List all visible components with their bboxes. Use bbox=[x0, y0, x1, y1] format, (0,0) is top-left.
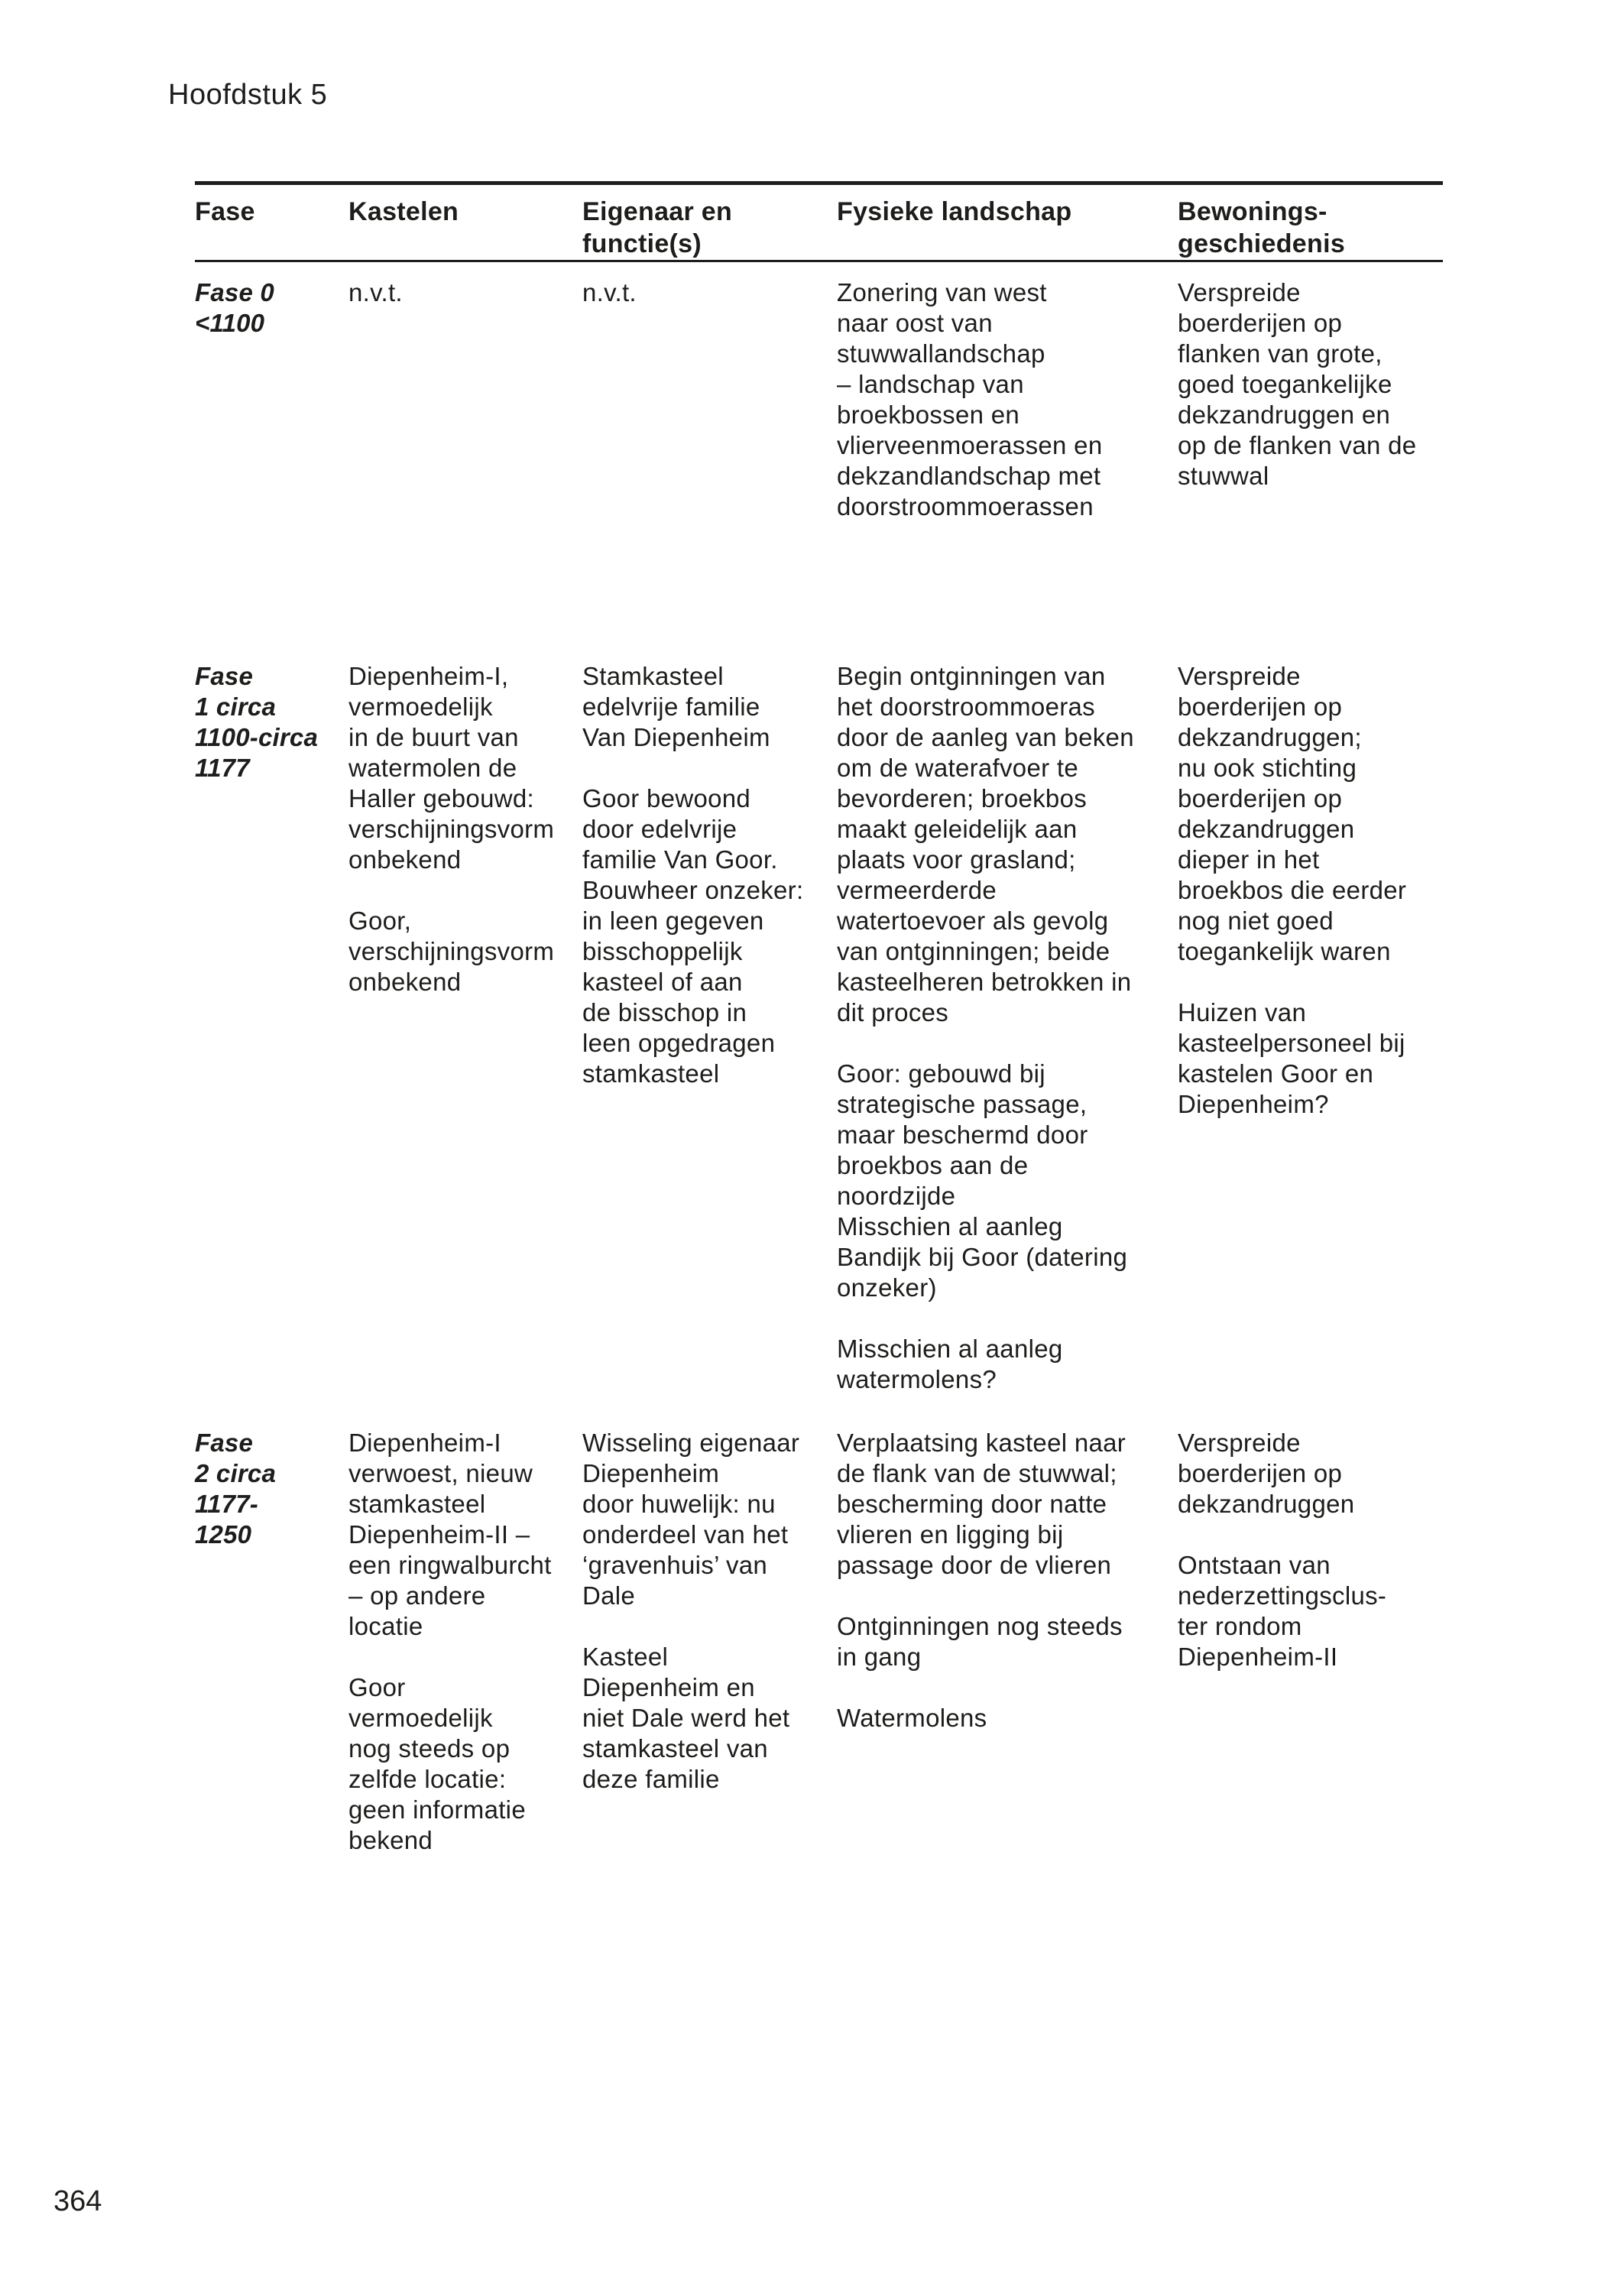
cell-paragraph: Kasteel Diepenheim en niet Dale werd het stamkasteel van deze familie bbox=[582, 1643, 790, 1793]
page-number: 364 bbox=[53, 2185, 102, 2217]
cell-fase-label bbox=[195, 277, 348, 339]
cell-fase-label bbox=[195, 1428, 348, 1550]
cell-paragraph: Huizen van kasteelpersoneel bij kastelen Goor en Diepenheim? bbox=[1178, 998, 1405, 1118]
cell-paragraph: Verspreide boerderijen op flanken van grote, goed toegankelijke dekzandruggen en op de flanken van de stuwwal bbox=[1178, 278, 1417, 490]
table-row-fase-2 bbox=[195, 1428, 1443, 1856]
cell-paragraph: Ontginningen nog steeds in gang bbox=[837, 1612, 1123, 1671]
phases-table bbox=[195, 181, 1443, 1856]
table-header-row bbox=[195, 185, 1443, 262]
cell-paragraph: Ontstaan van nederzettingsclus- ter rondom Diepenheim-II bbox=[1178, 1551, 1387, 1671]
table-body bbox=[195, 262, 1443, 1856]
cell-paragraph: Goor, verschijningsvorm onbekend bbox=[348, 906, 555, 996]
chapter-header: Hoofdstuk 5 bbox=[168, 79, 328, 111]
cell-paragraph: n.v.t. bbox=[348, 278, 403, 306]
cell-bewoningsgeschiedenis bbox=[1178, 661, 1443, 1120]
table-row-fase-0 bbox=[195, 277, 1443, 661]
cell-kastelen bbox=[348, 661, 582, 997]
cell-bewoningsgeschiedenis bbox=[1178, 1428, 1443, 1672]
cell-paragraph: Verplaatsing kasteel naar de flank van de stuwwal; bescherming door natte vlieren en ligging bij passage door de vlieren bbox=[837, 1429, 1126, 1579]
cell-eigenaar-en-functies bbox=[582, 277, 837, 308]
table-row-fase-1 bbox=[195, 661, 1443, 1428]
cell-paragraph: Goor bewoond door edelvrije familie Van Goor. Bouwheer onzeker: in leen gegeven bisschoppelijk kasteel of aan de bisschop in leen opgedragen stamkasteel bbox=[582, 784, 804, 1088]
cell-paragraph: Verspreide boerderijen op dekzandruggen; nu ook stichting boerderijen op dekzandruggen dieper in het broekbos die eerder nog niet goed toegankelijk waren bbox=[1178, 662, 1407, 965]
cell-eigenaar-en-functies bbox=[582, 661, 837, 1089]
column-header-kastelen: Kastelen bbox=[348, 197, 459, 226]
cell-paragraph: Wisseling eigenaar Diepenheim door huwelijk: nu onderdeel van het ‘gravenhuis’ van Dale bbox=[582, 1429, 800, 1610]
cell-paragraph: Zonering van west naar oost van stuwwallandschap – landschap van broekbossen en vlierveenmoerassen en dekzandlandschap met doorstroommoerassen bbox=[837, 278, 1103, 521]
column-header-fysieke-landschap: Fysieke landschap bbox=[837, 197, 1072, 226]
cell-paragraph: Stamkasteel edelvrije familie Van Diepenheim bbox=[582, 662, 770, 751]
cell-fysieke-landschap bbox=[837, 1428, 1178, 1734]
cell-bewoningsgeschiedenis bbox=[1178, 277, 1443, 491]
cell-fysieke-landschap bbox=[837, 661, 1178, 1395]
column-header-eigenaar: Eigenaar en functie(s) bbox=[582, 197, 733, 258]
cell-kastelen bbox=[348, 277, 582, 308]
cell-paragraph: Fase 0 <1100 bbox=[195, 278, 274, 337]
cell-eigenaar-en-functies bbox=[582, 1428, 837, 1795]
cell-paragraph: n.v.t. bbox=[582, 278, 637, 306]
cell-paragraph: Watermolens bbox=[837, 1704, 987, 1732]
cell-fysieke-landschap bbox=[837, 277, 1178, 522]
cell-kastelen bbox=[348, 1428, 582, 1856]
column-header-fase: Fase bbox=[195, 197, 255, 226]
cell-paragraph: Diepenheim-I verwoest, nieuw stamkasteel Diepenheim-II – een ringwalburcht – op andere locatie bbox=[348, 1429, 552, 1640]
cell-paragraph: Fase 2 circa 1177- 1250 bbox=[195, 1429, 276, 1549]
cell-paragraph: Begin ontginningen van het doorstroommoeras door de aanleg van beken om de waterafvoer te bevorderen; broekbos maakt geleidelijk aan plaats voor grasland; vermeerderde watertoevoer als gevolg van ontginningen; beide kasteelheren betrokken in dit proces bbox=[837, 662, 1134, 1026]
cell-paragraph: Fase 1 circa 1100-circa 1177 bbox=[195, 662, 319, 782]
cell-paragraph: Verspreide boerderijen op dekzandruggen bbox=[1178, 1429, 1355, 1518]
column-header-bewoningsgeschiedenis: Bewonings- geschiedenis bbox=[1178, 197, 1346, 258]
cell-fase-label bbox=[195, 661, 348, 783]
cell-paragraph: Goor: gebouwd bij strategische passage, maar beschermd door broekbos aan de noordzijde Misschien al aanleg Bandijk bij Goor (datering onzeker) bbox=[837, 1059, 1128, 1302]
cell-paragraph: Misschien al aanleg watermolens? bbox=[837, 1335, 1063, 1393]
cell-paragraph: Goor vermoedelijk nog steeds op zelfde locatie: geen informatie bekend bbox=[348, 1673, 526, 1854]
cell-paragraph: Diepenheim-I, vermoedelijk in de buurt van watermolen de Haller gebouwd: verschijningsvorm onbekend bbox=[348, 662, 555, 874]
